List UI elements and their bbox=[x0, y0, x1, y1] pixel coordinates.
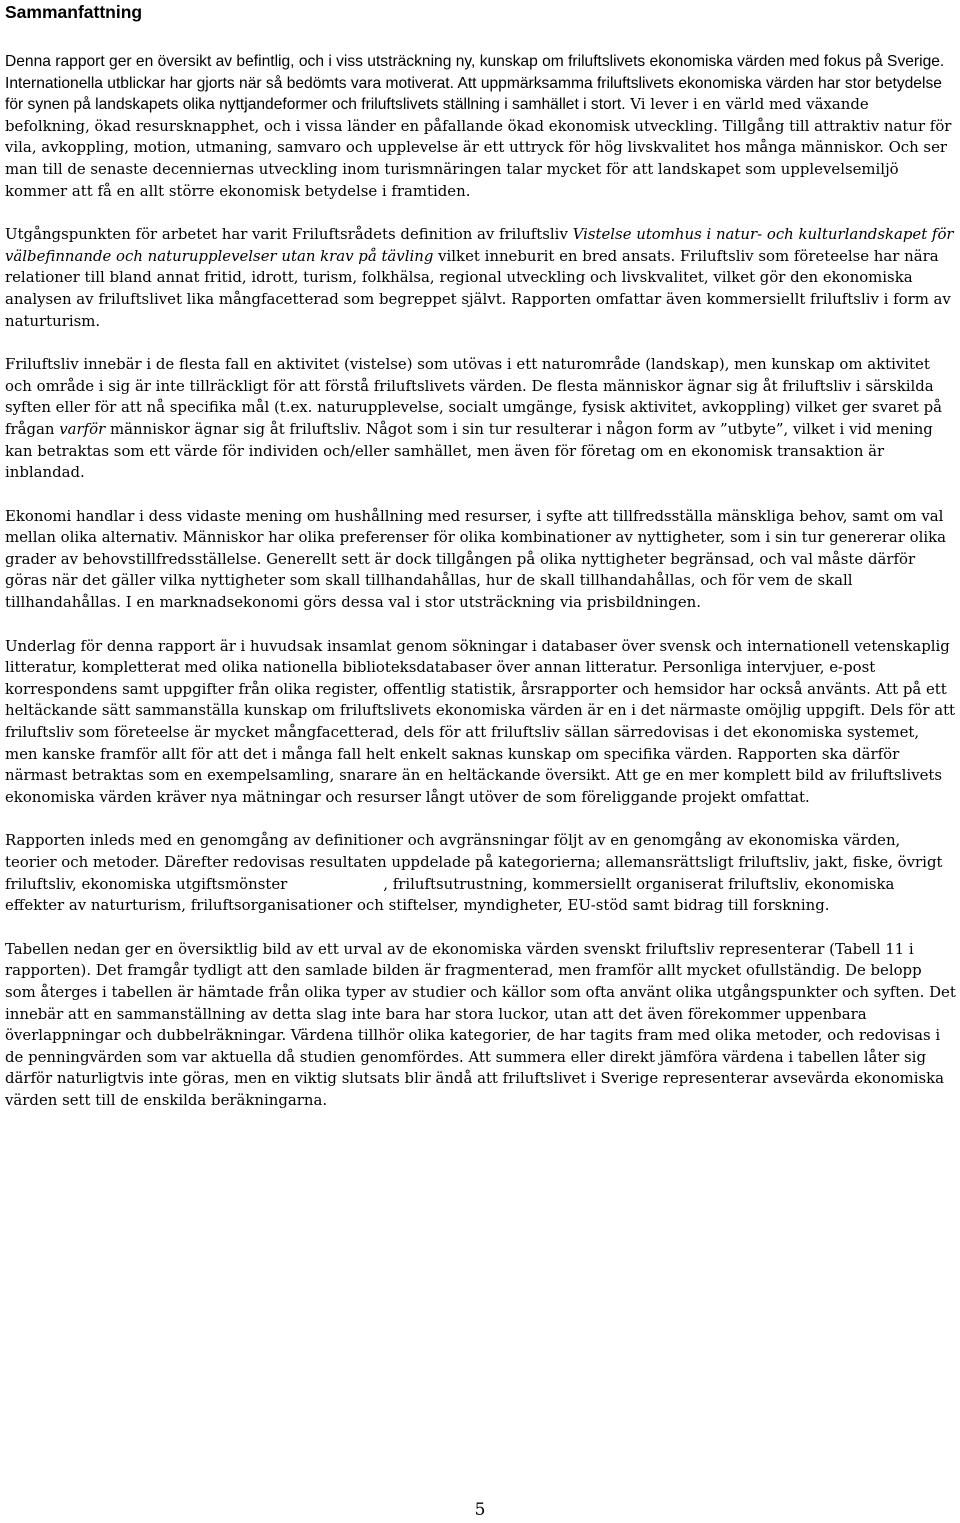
paragraph-6-part-1: Rapporten inleds med en genomgång av definitioner och avgränsningar följt av en genomgång av ekonomiska värden, teorier och metoder. Därefter redovisas resultaten uppdelade på kategorierna; allemansrättsligt friluftsliv, jakt, fiske, övrigt friluftsliv, ekonomiska utgiftsmönster bbox=[5, 831, 943, 893]
paragraph-1-part-1: Denna rapport ger en översikt av befintlig, och i viss utsträckning ny, kunskap om friluftslivets ekonomiska värden med fokus på Sverige. Internationella utblickar har gjorts när så bedömts vara motiverat. Att uppmärksamma friluftslivets ekonomiska värden har stor betydelse för synen på landskapets olika nyttjandeformer och friluftslivets ställning i samhället i stort. bbox=[5, 53, 945, 114]
paragraph-1 bbox=[5, 51, 956, 202]
paragraph-6-part-2: , friluftsutrustning, kommersiellt organiserat friluftsliv, ekonomiska effekter av naturturism, friluftsorganisationer och stiftelser, myndigheter, EU-stöd samt bidrag till forskning. bbox=[5, 874, 895, 915]
section-heading: Sammanfattning bbox=[5, 2, 143, 22]
paragraph-2-part-1: Utgångspunkten för arbetet har varit Friluftsrådets definition av friluftsliv bbox=[5, 225, 573, 244]
paragraph-3-part-2: människor ägnar sig åt friluftsliv. Något som i sin tur resulterar i någon form av ”utbyte”, vilket i vid mening kan betraktas som ett värde för individen och/eller samhället, men även för företag om en ekonomisk transaktion är inblandad. bbox=[5, 419, 933, 482]
paragraph-2 bbox=[5, 224, 956, 332]
paragraph-6 bbox=[5, 830, 956, 916]
paragraph-3 bbox=[5, 354, 956, 484]
paragraph-4: Ekonomi handlar i dess vidaste mening om hushållning med resurser, i syfte att tillfredsställa mänskliga behov, samt om val mellan olika alternativ. Människor har olika preferenser för olika kombinationer av nyttigheter, som i sin tur genererar olika grader av behovstillfredsställelse. Generellt sett är dock tillgången på olika nyttigheter begränsad, och val måste därför göras när det gäller vilka nyttigheter som skall tillhandahållas, hur de skall tillhandahållas, och för vem de skall tillhandahållas. I en marknadsekonomi görs dessa val i stor utsträckning via prisbildningen. bbox=[5, 506, 947, 612]
definition-quote: Vistelse utomhus i natur- och kulturlandskapet för välbefinnande och naturupplevelser utan krav på tävling bbox=[5, 225, 954, 265]
paragraph-5: Underlag för denna rapport är i huvudsak insamlat genom sökningar i databaser över svensk och internationell vetenskaplig litteratur, kompletterat med olika nationella biblioteksdatabaser över annan litteratur. Personliga intervjuer, e-post korrespondens samt uppgifter från olika register, offentlig statistik, årsrapporter och hemsidor har också använts. Att på ett heltäckande sätt sammanställa kunskap om friluftslivets ekonomiska värden är en i det närmaste omöjlig uppgift. Dels för att friluftsliv som företeelse är mycket mångfacetterad, dels för att friluftsliv sällan särredovisas i det ekonomiska systemet, men kanske framför allt för att det i många fall helt enkelt saknas kunskap om specifika värden. Rapporten ska därför närmast betraktas som en exempelsamling, snarare än en heltäckande översikt. Att ge en mer komplett bild av friluftslivets ekonomiska värden kräver nya mätningar och resurser långt utöver de som föreliggande projekt omfattat. bbox=[5, 636, 956, 806]
emphasis-word: varför bbox=[59, 419, 106, 438]
paragraph-2-part-2: vilket inneburit en bred ansats. Friluftsliv som företeelse har nära relationer till bland annat fritid, idrott, turism, folkhälsa, regional utveckling och livskvalitet, vilket gör den ekonomiska analysen av friluftslivet lika mångfacetterad som begreppet självt. Rapporten omfattar även kommersiellt friluftsliv i form av naturturism. bbox=[5, 246, 951, 330]
paragraph-3-part-1: Friluftsliv innebär i de flesta fall en aktivitet (vistelse) som utövas i ett naturområde (landskap), men kunskap om aktivitet och område i sig är inte tillräckligt för att förstå friluftslivets värden. De flesta människor ägnar sig åt friluftsliv i särskilda syften eller för att nå specifika mål (t.ex. naturupplevelse, socialt umgänge, fysisk aktivitet, avkoppling) vilket ger svaret på frågan bbox=[5, 355, 943, 438]
page-number: 5 bbox=[474, 1500, 486, 1520]
paragraph-1-part-2: Vi lever i en värld med växande befolkning, ökad resursknapphet, och i vissa länder en påfallande ökad ekonomisk utveckling. Tillgång till attraktiv natur för vila, avkoppling, motion, utmaning, samvaro och upplevelse är ett uttryck för hög livskvalitet hos många människor. Och ser man till de senaste decenniernas utveckling inom turismnäringen talar mycket för att landskapet som upplevelsemiljö kommer att få en allt större ekonomisk betydelse i framtiden. bbox=[5, 95, 952, 200]
document-body bbox=[5, 51, 956, 1134]
paragraph-7: Tabellen nedan ger en översiktlig bild av ett urval av de ekonomiska värden svenskt friluftsliv representerar (Tabell 11 i rapporten). Det framgår tydligt att den samlade bilden är fragmenterad, men framför allt mycket ofullständig. De belopp som återges i tabellen är hämtade från olika typer av studier och källor som ofta använt olika utgångspunkter och syften. Det innebär att en sammanställning av detta slag inte bara har stora luckor, utan att det även förekommer uppenbara överlappningar och dubbelräkningar. Värdena tillhör olika kategorier, de har tagits fram med olika metoder, och redovisas i de penningvärden som var aktuella då studien genomfördes. Att summera eller direkt jämföra värdena i tabellen låter sig därför naturligtvis inte göras, men en viktig slutsats blir ändå att friluftslivet i Sverige representerar avsevärda ekonomiska värden sett till de enskilda beräkningarna. bbox=[5, 939, 956, 1109]
